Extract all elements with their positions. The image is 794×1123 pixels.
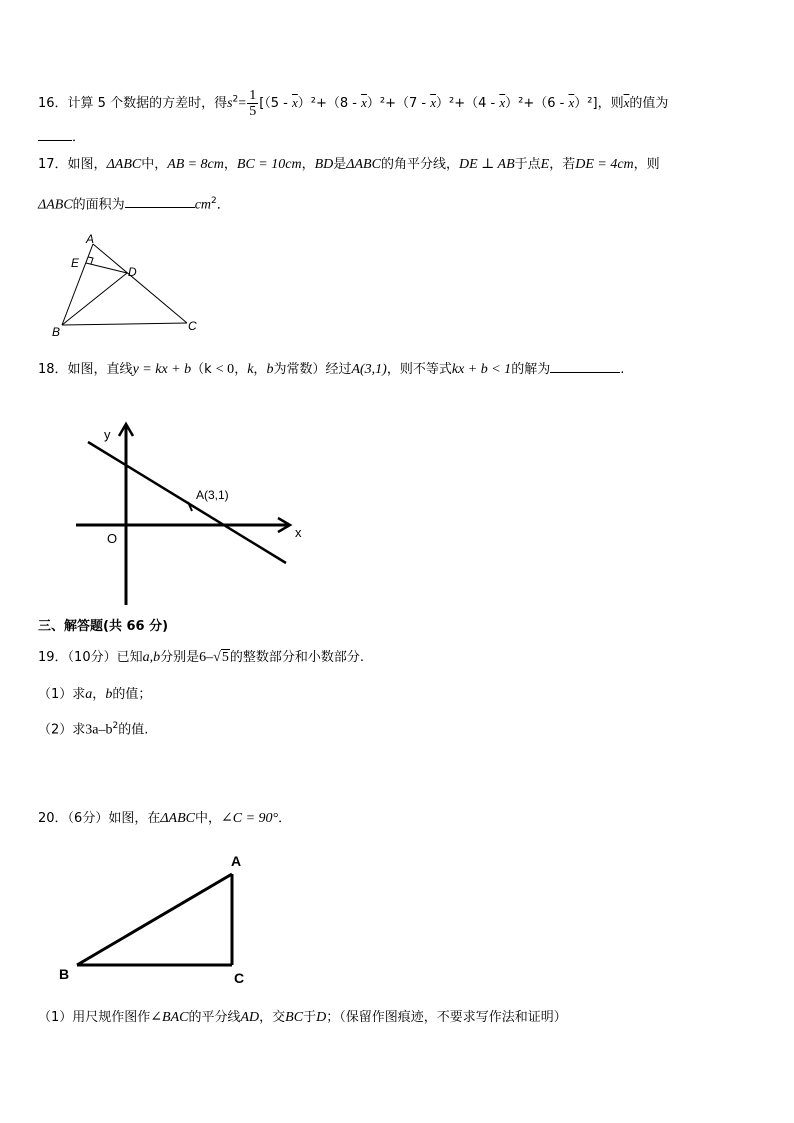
q16-term6: ）²]，则 xyxy=(574,96,624,111)
q18-x-label: x xyxy=(295,525,302,540)
q19-part1-var-b: b xyxy=(105,687,113,702)
q16-prefix: 计算 5 个数据的方差时，得 xyxy=(67,96,228,111)
q20-part1-angle: ∠BAC xyxy=(150,1010,189,1025)
q19-part1-end: 的值； xyxy=(112,687,152,702)
q17-triangle-figure xyxy=(40,230,200,340)
section-title: 三、解答题(共 66 分) xyxy=(38,619,169,634)
q17-line-1 xyxy=(38,155,660,175)
q18-lt0: < 0 xyxy=(215,362,235,377)
q19-part2-expr: 3a–b xyxy=(85,722,113,738)
q20-text-b: 中， xyxy=(195,811,222,826)
q18-text-d: ， xyxy=(253,362,267,377)
q20-number: 20． xyxy=(38,811,68,826)
q20-label-c: C xyxy=(234,970,245,986)
q16-frac-num: 1 xyxy=(249,88,257,103)
q17-right-angle-mark xyxy=(88,257,93,264)
q17-label-a: A xyxy=(86,232,95,246)
q20-label-b: B xyxy=(59,966,70,982)
q17-ab-val: 8cm xyxy=(200,157,224,172)
q17-number: 17． xyxy=(38,157,68,172)
q17-line-2 xyxy=(38,191,230,215)
q18-origin-label: O xyxy=(107,531,118,546)
q16-xbar-1: $\overline{x}$ xyxy=(292,95,298,110)
q20-part1-a: 用尺规作图作 xyxy=(72,1010,151,1025)
q17-label-b: B xyxy=(52,325,61,339)
q17-sq: 2 xyxy=(211,196,217,206)
q18-point-label: A(3,1) xyxy=(196,488,229,502)
q16-term3: ）²+（7 - xyxy=(366,96,427,111)
q16-equals: = xyxy=(238,96,247,111)
q19-part1-num: （1） xyxy=(38,687,73,702)
q17-tri-abc-2: ΔABC xyxy=(346,157,381,172)
q19-radicand: 5 xyxy=(221,650,229,665)
q19-part1-a: 求 xyxy=(72,687,86,702)
q19-text-a: 已知 xyxy=(116,650,143,665)
q18-text-c: ， xyxy=(234,362,248,377)
q20-part1-d: 于 xyxy=(303,1010,317,1025)
q20-angle: ∠C = 90° xyxy=(221,811,279,826)
q18-answer-blank[interactable] xyxy=(550,358,620,373)
q20-part1-bc: BC xyxy=(285,1010,304,1025)
q18-text-g: 的解为 xyxy=(511,362,551,377)
q17-label-d: D xyxy=(128,265,137,279)
q19-score: （10分） xyxy=(67,650,117,665)
q16-line-1 xyxy=(38,88,668,119)
q16-fraction xyxy=(247,88,258,119)
q18-number: 18． xyxy=(38,362,68,377)
q20-tri: ΔABC xyxy=(160,811,196,826)
q17-text-g: ，则 xyxy=(633,157,660,172)
q18-ineq: kx + b < 1 xyxy=(451,362,512,377)
q20-part1-ad: AD xyxy=(240,1010,260,1025)
q16-xbar-4: $\overline{x}$ xyxy=(499,95,506,110)
q16-term1: [（5 - xyxy=(259,96,288,111)
q19-line-1 xyxy=(38,648,364,668)
q16-xbar-2: $\overline{x}$ xyxy=(361,95,367,110)
q19-six: 6– xyxy=(199,650,214,665)
q17-period: ． xyxy=(216,197,230,213)
q16-term4: ）²+（4 - xyxy=(436,96,496,111)
q20-part-1 xyxy=(38,1008,567,1028)
q19-part1-sep: ， xyxy=(92,687,106,702)
q19-part1-var-a: a xyxy=(85,687,93,702)
q18-text-a: 如图，直线 xyxy=(67,362,133,377)
q18-graph xyxy=(70,420,310,610)
q16-period: ． xyxy=(72,130,86,145)
q19-text-c: 的整数部分和小数部分. xyxy=(229,650,364,665)
q19-sqrt: √5 xyxy=(213,650,229,665)
q20-triangle-figure xyxy=(55,850,275,990)
q18-text-f: ，则不等式 xyxy=(386,362,452,377)
q18-line-expr: y = kx + b xyxy=(132,362,192,377)
q20-part1-c: ，交 xyxy=(259,1010,286,1025)
q17-text-a: 如图， xyxy=(67,157,107,172)
q16-answer-blank[interactable] xyxy=(38,126,72,141)
q19-part2-end: 的值. xyxy=(118,722,149,738)
q17-ab: AB xyxy=(167,157,185,172)
q20-period: ． xyxy=(278,811,292,826)
q20-line-1 xyxy=(38,809,291,829)
q17-text-c: 是 xyxy=(333,157,347,172)
q16-exp: 2 xyxy=(232,94,239,105)
q16-number: 16． xyxy=(38,96,68,111)
q17-side-ac xyxy=(93,244,187,323)
q17-label-e: E xyxy=(71,256,80,270)
q17-tri-abc-3: ΔABC xyxy=(38,197,73,213)
q17-text-f: ，若 xyxy=(549,157,576,172)
q17-cm: cm xyxy=(194,197,212,213)
q19-part2-exp: 2 xyxy=(112,721,119,731)
q17-comma-1: ， xyxy=(223,157,237,172)
q20-label-a: A xyxy=(231,853,242,869)
q17-de-perp: DE ⊥ AB xyxy=(458,157,515,172)
q17-bc-expr: BC = 10cm xyxy=(236,157,302,172)
q16-xbar-3: $\overline{x}$ xyxy=(430,95,437,110)
q16-line-2 xyxy=(38,126,85,148)
q17-label-c: C xyxy=(188,319,197,333)
q16-xbar-6: $\overline{x}$ xyxy=(623,95,630,110)
q17-text-b: 中， xyxy=(141,157,168,172)
q17-answer-blank[interactable] xyxy=(125,193,195,208)
q16-s-var: s xyxy=(227,96,233,111)
q17-comma-2: ， xyxy=(301,157,315,172)
q16-frac-den: 5 xyxy=(249,104,257,119)
q16-xbar-5: $\overline{x}$ xyxy=(568,95,575,110)
q18-graph-line xyxy=(88,442,286,563)
q16-suffix: 的值为 xyxy=(629,96,669,111)
q19-ab: a,b xyxy=(142,650,161,665)
q20-side-ab xyxy=(77,874,232,965)
q18-y-label: y xyxy=(104,427,111,442)
q20-part1-num: （1） xyxy=(38,1010,73,1025)
q20-part1-e: ；（保留作图痕迹，不要求写作法和证明） xyxy=(326,1010,567,1025)
q17-side-bc xyxy=(62,323,187,325)
q17-bd: BD xyxy=(314,157,334,172)
q20-text-a: 如图，在 xyxy=(108,811,161,826)
q17-text-e: 于点 xyxy=(514,157,541,172)
q17-e: E xyxy=(540,157,550,172)
q17-tri-abc: ΔABC xyxy=(106,157,142,172)
q19-number: 19． xyxy=(38,650,68,665)
q17-de-expr: DE = 4cm xyxy=(575,157,634,172)
q18-k: k xyxy=(247,362,254,377)
q17-text-d: 的角平分线， xyxy=(380,157,459,172)
q18-text-e: 为常数）经过 xyxy=(273,362,352,377)
q18-b: b xyxy=(266,362,274,377)
q16-term5: ）²+（6 - xyxy=(505,96,565,111)
q18-line-1 xyxy=(38,358,624,380)
q20-part1-b: 的平分线 xyxy=(188,1010,241,1025)
q17-eq: = xyxy=(188,157,197,172)
q18-text-b: （k xyxy=(191,362,212,377)
q20-score: （6分） xyxy=(67,811,109,826)
q19-text-b: 分别是 xyxy=(160,650,200,665)
q18-point: A(3,1) xyxy=(351,362,387,377)
q19-part-2 xyxy=(38,716,148,740)
q17-text-h: 的面积为 xyxy=(72,197,125,213)
q19-part-1 xyxy=(38,685,151,705)
q16-term2: ）²+（8 - xyxy=(297,96,357,111)
q19-part2-a: 求 xyxy=(72,722,86,738)
q20-part1-dpt: D xyxy=(316,1010,327,1025)
q19-part2-num: （2） xyxy=(38,722,73,738)
q18-period: . xyxy=(620,362,625,377)
